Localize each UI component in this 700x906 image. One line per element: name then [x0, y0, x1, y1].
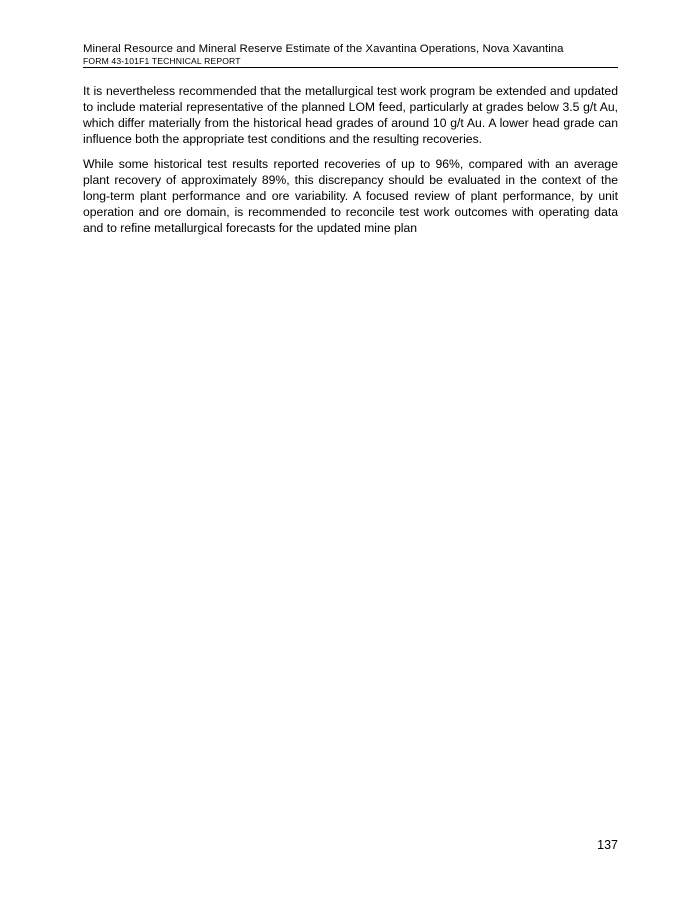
paragraph-recovery-discrepancy: While some historical test results reported recoveries of up to 96%, compared with an average plant recovery of approximately 89%, this discrepancy should be evaluated in the context of the long-term plant performance and ore variability. A focused review of plant performance, by unit operation and ore domain, is recommended to reconcile test work outcomes with operating data and to refine metallurgical forecasts for the updated mine plan — [83, 157, 618, 235]
page-number: 137 — [597, 838, 618, 852]
report-form-label: FORM 43-101F1 TECHNICAL REPORT — [83, 56, 241, 66]
paragraph-test-work-recommendation: It is nevertheless recommended that the metallurgical test work program be extended and updated to include material representative of the planned LOM feed, particularly at grades below 3.5 g/t Au, which differ materially from the historical head grades of around 10 g/t Au. A lower head grade can influence both the appropriate test conditions and the resulting recoveries. — [83, 84, 618, 146]
page-header — [83, 42, 618, 68]
body-text — [83, 83, 618, 245]
report-title: Mineral Resource and Mineral Reserve Estimate of the Xavantina Operations, Nova Xavantina — [83, 43, 564, 55]
header-divider — [83, 67, 618, 68]
